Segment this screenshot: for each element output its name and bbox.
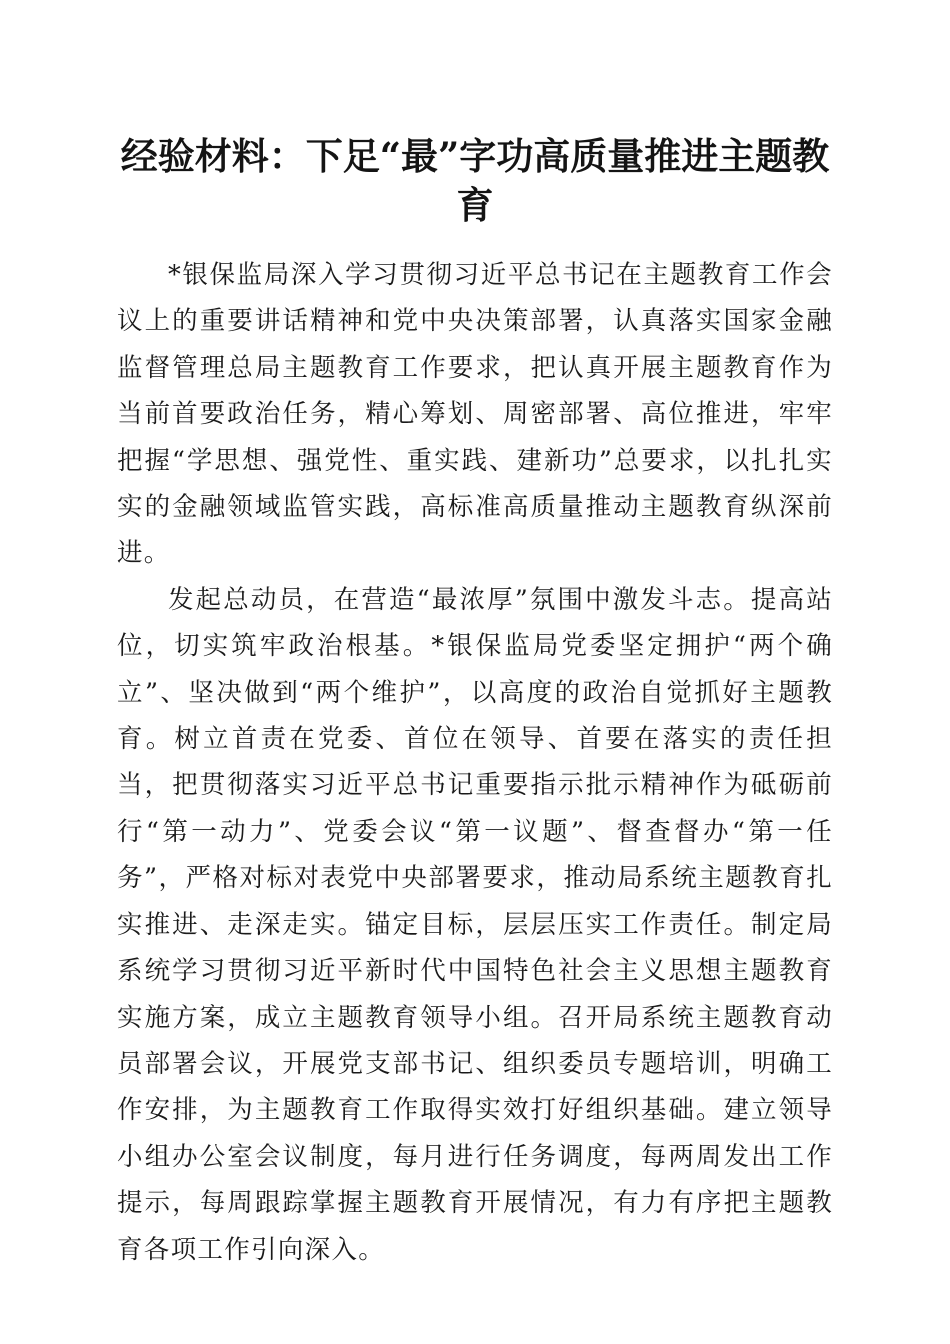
paragraph-intro: *银保监局深入学习贯彻习近平总书记在主题教育工作会议上的重要讲话精神和党中央决策部署，认真落实国家金融监督管理总局主题教育工作要求，把认真开展主题教育作为当前首要政治任务，精心筹划、周密部署、高位推进，牢牢把握“学思想、强党性、重实践、建新功”总要求，以扎扎实实的金融领域监管实践，高标准高质量推动主题教育纵深前进。 xyxy=(117,260,833,569)
paragraph-mobilization: 发起总动员，在营造“最浓厚”氛围中激发斗志。提高站位，切实筑牢政治根基。*银保监局党委坚定拥护“两个确立”、坚决做到“两个维护”，以高度的政治自觉抓好主题教育。树立首责在党委、首位在领导、首要在落实的责任担当，把贯彻落实习近平总书记重要指示批示精神作为砥砺前行“第一动力”、党委会议“第一议题”、督查督办“第一任务”，严格对标对表党中央部署要求，推动局系统主题教育扎实推进、走深走实。锚定目标，层层压实工作责任。制定局系统学习贯彻习近平新时代中国特色社会主义思想主题教育实施方案，成立主题教育领导小组。召开局系统主题教育动员部署会议，开展党支部书记、组织委员专题培训，明确工作安排，为主题教育工作取得实效打好组织基础。建立领导小组办公室会议制度，每月进行任务调度，每两周发出工作提示，每周跟踪掌握主题教育开展情况，有力有序把主题教育各项工作引向深入。 xyxy=(117,584,833,1265)
document-body xyxy=(117,252,833,1273)
document-title: 经验材料：下足“最”字功高质量推进主题教育 xyxy=(120,134,830,227)
